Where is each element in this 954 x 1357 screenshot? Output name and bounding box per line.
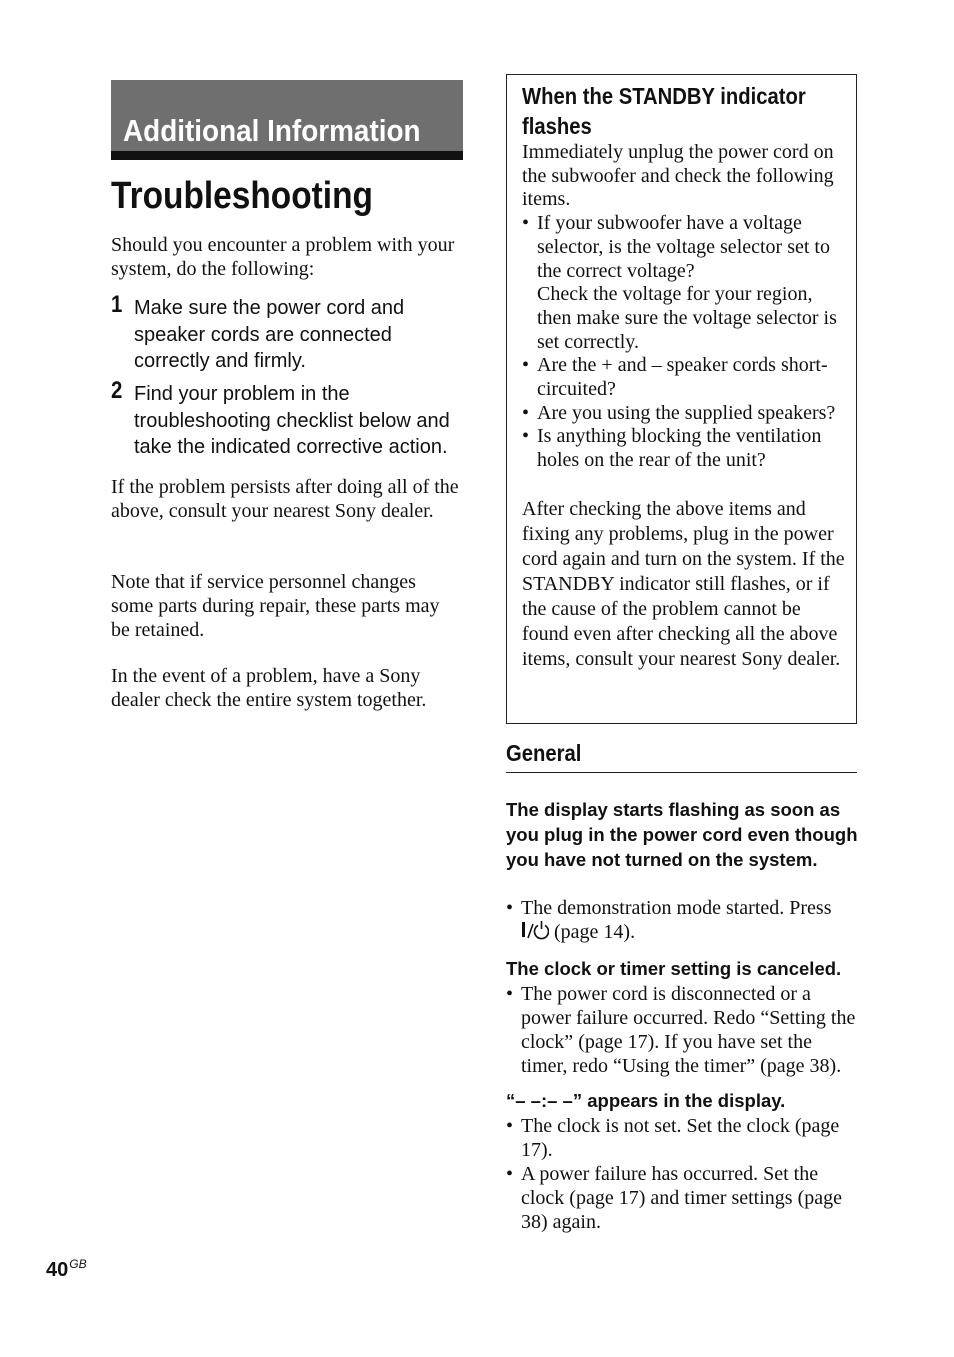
intro-paragraph: Should you encounter a problem with your system, do the following: — [111, 234, 455, 280]
section-banner-title: Additional Information — [123, 113, 421, 148]
step-number: 1 — [111, 291, 123, 318]
section-banner — [111, 80, 463, 160]
page-number: $40^{GB}$ — [46, 1257, 87, 1281]
question-title: “– –:– –” appears in the display. — [506, 1090, 786, 1111]
step-1 — [111, 291, 471, 375]
list-item: • A power failure has occurred. Set the clock (page 17) and timer settings (page 38) again. — [506, 1163, 842, 1233]
paragraph-persist: If the problem persists after doing all of the above, consult your nearest Sony dealer. — [111, 476, 459, 522]
list-item: • The clock is not set. Set the clock (page 17). — [506, 1115, 840, 1161]
list-item: • If your subwoofer have a voltage selector, is the voltage selector set to the correct voltage? Check the voltage for your region, then make sure the voltage selector is set correctly. — [522, 212, 837, 353]
step-number: 2 — [111, 377, 123, 404]
page-title: Troubleshooting — [111, 175, 373, 217]
list-item: • The demonstration mode started. Press (page 14). — [506, 897, 832, 943]
standby-info-box — [506, 74, 857, 724]
list-item: • Are you using the supplied speakers? — [522, 401, 836, 424]
step-2 — [111, 377, 471, 461]
paragraph-service: Note that if service personnel changes some parts during repair, these parts may be retained. — [111, 571, 440, 641]
region-code: GB — [69, 1257, 87, 1271]
power-standby-icon — [521, 920, 549, 940]
left-column — [111, 80, 463, 711]
step-text: Find your problem in the troubleshooting checklist below and take the indicated corrective action. — [134, 383, 450, 458]
answer-list — [506, 1114, 858, 1234]
standby-checklist — [522, 212, 847, 473]
question-title: The clock or timer setting is canceled. — [506, 958, 842, 979]
standby-box-after: After checking the above items and fixing any problems, plug in the power cord again and turn on the system. If the STANDBY indicator still flashes, or if the cause of the problem cannot be found even after checking all the above items, consult your nearest Sony dealer. — [522, 497, 845, 670]
list-item: • The power cord is disconnected or a power failure occurred. Redo “Setting the clock” (page 17). If you have set the timer, redo “Using the timer” (page 38). — [506, 983, 856, 1077]
paragraph-dealer: In the event of a problem, have a Sony dealer check the entire system together. — [111, 665, 427, 711]
standby-box-heading: When the STANDBY indicator flashes — [522, 83, 806, 139]
step-text: Make sure the power cord and speaker cords are connected correctly and firmly. — [134, 297, 405, 372]
answer-list — [506, 982, 858, 1078]
standby-box-intro: Immediately unplug the power cord on the subwoofer and check the following items. — [522, 141, 834, 211]
general-heading: General — [506, 738, 857, 773]
list-item: • Is anything blocking the ventilation holes on the rear of the unit? — [522, 425, 822, 472]
list-item: • Are the + and – speaker cords short-circuited? — [522, 354, 828, 401]
answer-list — [506, 896, 858, 944]
question-title: The display starts flashing as soon as you plug in the power cord even though you have not turned on the system. — [506, 799, 858, 870]
